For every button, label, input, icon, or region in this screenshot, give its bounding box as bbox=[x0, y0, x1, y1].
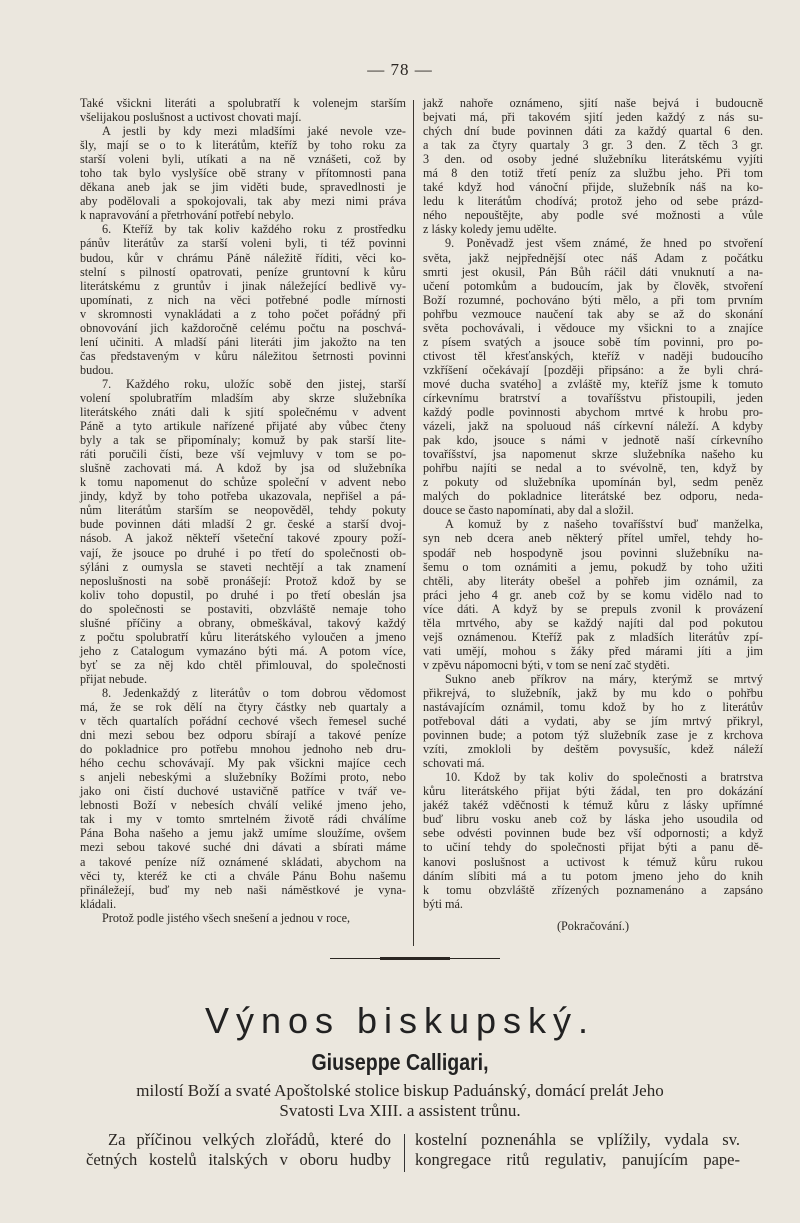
text-line: chých dní bude povinnen dáti za každý quartal 6 den. bbox=[423, 124, 763, 139]
text-line: Protož podle jistého všech snešení a jednou v roce, bbox=[102, 910, 351, 925]
paragraph bbox=[80, 96, 406, 124]
text-line: A jestli by kdy mezi mladšími jaké nevole vze- bbox=[102, 124, 406, 139]
decree-title: Výnos biskupský. bbox=[204, 1000, 596, 1041]
text-line: k napravování a přetrhování potřebí nebylo. bbox=[80, 208, 294, 223]
text-line: literátskému z gruntův i jinak náležející bedlivě vy- bbox=[80, 278, 406, 293]
text-line: Sukno aneb příkrov na máry, kterýmž se mrtvý bbox=[445, 671, 763, 686]
subtitle-line: milostí Boží a svaté Apoštolské stolice biskup Paduánský, domácí prelát Jeho bbox=[136, 1081, 664, 1100]
text-line: 9. Poněvadž jest všem známé, že hned po stvoření bbox=[445, 236, 763, 251]
text-line: stelní s pilností opatrovati, peníze gruntovní k kůru bbox=[80, 264, 406, 279]
decree-author: Giuseppe Calligari, bbox=[311, 1049, 489, 1075]
paragraph bbox=[423, 96, 763, 236]
left-text-column bbox=[80, 96, 406, 925]
text-line: jako oni čistí duchové ustavičně patříce v tvář ve- bbox=[80, 784, 406, 799]
text-line: děkana aneb jak se jim viděti bude, spravedlnosti je bbox=[80, 180, 406, 195]
text-line: Pána Boha našeho a jemu jakž umíme sloužíme, ovšem bbox=[80, 826, 406, 841]
text-line: Boží rozumné, pochováno býti mělo, a při tom prvním bbox=[423, 292, 763, 307]
text-line: Také všickni literáti a spolubratří k volenejm starším bbox=[80, 96, 406, 110]
text-line: bude povinnen dáti mladší 2 gr. české a starší dvoj- bbox=[80, 517, 406, 532]
text-line: ledu k literátům chodívá; protož jeho od sebe prázd- bbox=[423, 194, 763, 209]
text-line: literátského znáti dali k sjití společnému v advent bbox=[80, 405, 406, 420]
text-line: povinnen bude; a potom týž služebník zase je z krchova bbox=[423, 728, 763, 743]
text-line: vázeli, jakž na spoluoud náš církevní náleží. A kdyby bbox=[423, 419, 763, 434]
text-line: přijat nebude. bbox=[80, 671, 148, 686]
decree-left-column bbox=[86, 1130, 391, 1170]
text-line: šemu o tom oznámiti a jemu, pokudž by toho užiti bbox=[423, 559, 763, 574]
text-line: potřeboval dáti a vydati, aby se jím mrtvý přikryl, bbox=[423, 714, 763, 729]
text-line: do pokladnice pro potřebu mnohou jednoho neb dru- bbox=[80, 742, 406, 757]
paragraph bbox=[80, 124, 406, 222]
text-line: světa, jakž nejpřednější otec náš Adam z počátku bbox=[423, 250, 763, 265]
text-line: bejvati má, při takovém sjití jeden každý z nás su- bbox=[423, 110, 763, 125]
text-line: jakž nahoře oznámeno, sjití naše bejvá i budoucně bbox=[423, 96, 763, 110]
text-line: každý podle povinnosti abychom mrtvé k hrobu pro- bbox=[423, 405, 763, 420]
text-line: v těch quartalích pořádní cechové všech řemesel suché bbox=[80, 714, 406, 729]
text-line: slušně zachovati má. A kdož by jsa od služebníka bbox=[80, 461, 406, 476]
column-divider bbox=[413, 100, 414, 946]
text-line: násob. A jakož někteří všeteční takové zpoury poží- bbox=[80, 531, 406, 546]
text-line: z počtu spolubratří kůru literátského vyloučen a jmeno bbox=[80, 629, 406, 644]
text-line: má, že se rok dělí na čtyry částky neb quartaly a bbox=[80, 700, 406, 715]
text-line: chtěli, aby literáty obešel a pohřeb jim oznámil, za bbox=[423, 573, 763, 588]
text-line: a takové peníze níž oznámené skládati, abychom na bbox=[80, 854, 406, 869]
text-line: sebe odvésti povinnen bude bez vší odpornosti; a když bbox=[423, 826, 763, 841]
text-line: lebnosti Boží v nebesích chválí veliké jmeno jeho, bbox=[80, 798, 406, 813]
text-line: kůru literátského přijat býti žádal, ten pro dokázání bbox=[423, 784, 763, 799]
text-line: Za příčinou velkých zlořádů, které do bbox=[108, 1130, 391, 1149]
paragraph bbox=[423, 672, 763, 770]
text-line: neposlušnosti na sobě pronášejí: Protož kdož by se bbox=[80, 573, 406, 588]
text-line: mezi sebou takové suché dni dávati a sbírati máme bbox=[80, 840, 406, 855]
text-line: 6. Kteříž by tak koliv každého roku z prostředku bbox=[102, 222, 406, 237]
text-line: vzkříšení očekávají [později připsáno: a že byli chrá- bbox=[423, 362, 763, 377]
text-line: syn neb dcera aneb některý přítel umřel, tehdy ho- bbox=[423, 531, 763, 546]
text-line: těla mrtvého, aby se každý najíti dal pod pokutou bbox=[423, 615, 763, 630]
decree-right-column bbox=[415, 1130, 740, 1170]
text-line: také když hod vánoční přijde, služebník náš na ko- bbox=[423, 180, 763, 195]
text-line: byly a tak se připomínaly; komuž by pak starší lite- bbox=[80, 433, 406, 448]
text-line: ného nepouštějte, aby podle své možnosti a vůle bbox=[423, 208, 763, 223]
text-line: byť se za něj kdo chtěl přimlouval, do společnosti bbox=[80, 657, 406, 672]
text-line: věci ty, kteréž ke cti a chvále Pánu Bohu našemu bbox=[80, 868, 406, 883]
text-line: práci jeho 4 gr. aneb což by se komu vidělo nad to bbox=[423, 587, 763, 602]
text-line: kostelní poznenáhla se vplížily, vydala sv. bbox=[415, 1130, 740, 1149]
text-line: obnovování jich každoročně celému počtu na poschvá- bbox=[80, 320, 406, 335]
text-line: nům literátům starším se neopověděl, tehdy pokuty bbox=[80, 503, 406, 518]
text-line: budou. bbox=[80, 362, 114, 377]
text-line: malých do pokladnice literátské bez odporu, neda- bbox=[423, 489, 763, 504]
text-line: to učiní tehdy do společnosti přijat býti a panu dě- bbox=[423, 840, 763, 855]
text-line: upomínati, z nich na věci potřebné podle mírnosti bbox=[80, 292, 406, 307]
text-line: lení učiniti. A mladší páni literáti jim jakožto na ten bbox=[80, 334, 406, 349]
decree-subtitle bbox=[0, 1081, 800, 1121]
text-line: čas představeným v kůru náležitou šetrnosti povinni bbox=[80, 348, 406, 363]
text-line: více dáti. A když by se prepuls zvonil k provázení bbox=[423, 601, 763, 616]
right-text-column bbox=[423, 96, 763, 933]
text-line: ráti poručili čísti, beze vší vejmluvy v tom se po- bbox=[80, 447, 406, 462]
page-number: — 78 — bbox=[367, 60, 433, 79]
paragraph bbox=[80, 222, 406, 377]
text-line: vati umějí, mohou s žáky před márami jíti a jim bbox=[423, 643, 763, 658]
text-line: aby podělovali a spokojovali, tak aby mezi nimi práva bbox=[80, 194, 406, 209]
text-line: církevnímu bratrství a tovaříšstvu přistoupili, jeden bbox=[423, 390, 763, 405]
text-line: má 8 den totiž třetí peníz za službu jeho. Při tom bbox=[423, 166, 763, 181]
text-line: pánův literátův za starší voleni byli, ti též povinni bbox=[80, 236, 406, 251]
text-line: budou, kůr v chrámu Páně náležitě říditi, věci ko- bbox=[80, 250, 406, 265]
text-line: kládali. bbox=[80, 896, 117, 911]
text-line: douce se často napomínati, aby dal a složil. bbox=[423, 503, 634, 518]
text-line: buď libru vosku aneb což by láska jeho usoudila od bbox=[423, 812, 763, 827]
text-line: vzíti, zmokloli by deštěm povysušíc, kdež náleží bbox=[423, 742, 763, 757]
text-line: tak i my v tomto smrtelném životě rádi chválíme bbox=[80, 812, 406, 827]
text-line: kongregace ritů regulativ, panujícím pape- bbox=[415, 1150, 740, 1169]
text-line: četných kostelů italských v oboru hudby bbox=[86, 1150, 391, 1169]
text-line: jindy, když by toho potřeba ukazovala, nepřišel a pá- bbox=[80, 489, 406, 504]
text-line: učení potomkům a budoucím, jak by člověk, stvoření bbox=[423, 278, 763, 293]
text-line: vají, že jsouce po druhé i po třetí do společnosti ob- bbox=[80, 545, 406, 560]
text-line: 8. Jedenkaždý z literátův o tom dobrou vědomost bbox=[102, 685, 406, 700]
column-divider bbox=[404, 1134, 405, 1172]
text-line: přináležejí, buď my neb naši náměstkové je vyna- bbox=[80, 882, 406, 897]
text-line: z lásky koledy jemu udělte. bbox=[423, 222, 557, 237]
paragraph bbox=[423, 770, 763, 910]
text-line: volení spolubratřím mladším aby skrze služebníka bbox=[80, 390, 406, 405]
text-line: v zpěvu nápomocni býti, v tom se není zač styděti. bbox=[423, 657, 670, 672]
text-line: toho tak bylo vyslyšíce obě strany v přítomnosti pana bbox=[80, 166, 406, 181]
paragraph bbox=[423, 517, 763, 672]
text-line: ctivost těl křesťanských, kteříž v naději budoucího bbox=[423, 348, 763, 363]
text-line: s anjeli nebeskými a služebníky Božími proto, nebo bbox=[80, 770, 406, 785]
text-line: schovati má. bbox=[423, 756, 485, 771]
text-line: dáním slíbiti má a tu potom jmeno jeho do knih bbox=[423, 868, 763, 883]
text-line: býti má. bbox=[423, 896, 463, 911]
subtitle-line: Svatosti Lva XIII. a assistent trůnu. bbox=[279, 1101, 521, 1120]
text-line: slušné příčiny a obrany, obmeškával, takový každý bbox=[80, 615, 406, 630]
text-line: smrti jest okusil, Pán Bůh ráčil dáti vnuknutí a na- bbox=[423, 264, 763, 279]
text-line: dni mezi sebou bez odporu sbírají a takové peníze bbox=[80, 728, 406, 743]
text-line: z pokuty od služebníka upomínán byl, sedm peněz bbox=[423, 475, 763, 490]
text-line: k tomu napomenut do schůze společní v advent nebo bbox=[80, 475, 406, 490]
paragraph bbox=[80, 911, 406, 925]
text-line: k tomu obzvláště zřízených poznamenáno a zapsáno bbox=[423, 882, 763, 897]
text-line: světa pochovávali, i vědouce my všickni to a znajíce bbox=[423, 320, 763, 335]
decorative-rule bbox=[330, 957, 500, 960]
text-line: A komuž by z našeho tovaříšství buď manželka, bbox=[445, 517, 763, 532]
text-line: všelijakou poslušnost a uctivost chovati mají. bbox=[80, 110, 302, 125]
paragraph bbox=[80, 686, 406, 911]
text-line: hého cechu schovávají. My pak všickni majíce cech bbox=[80, 756, 406, 771]
text-line: pohřbu vezmouce naučení tak aby se až do skonání bbox=[423, 306, 763, 321]
text-line: kanovi poslušnost a uctivost k témuž kůru rukou bbox=[423, 854, 763, 869]
paragraph bbox=[423, 236, 763, 517]
text-line: 3 den. od osoby jedné služebníku literátskému vyjíti bbox=[423, 152, 763, 167]
text-line: vejš oznámenou. Kteříž pak z mladších literátův zpí- bbox=[423, 629, 763, 644]
text-line: do společnosti se postaviti, obzvláště nemaje toho bbox=[80, 601, 406, 616]
text-line: z písem svatých a jsouce sobě tím povinni, pro po- bbox=[423, 334, 763, 349]
text-line: sýláni z oumysla se staveti nechtějí a tak znamení bbox=[80, 559, 406, 574]
text-line: jakéž takéž vděčnosti k témuž kůru z lásky upřímné bbox=[423, 798, 763, 813]
text-line: nastávajícím oznámil, tomu kdož by ho z literátův bbox=[423, 700, 763, 715]
text-line: mové ducha svatého] a zvláště my, kteříž jsme k tomuto bbox=[423, 376, 763, 391]
text-line: spodář neb hospodyně jsou povinni služebníku na- bbox=[423, 545, 763, 560]
paragraph bbox=[80, 377, 406, 686]
continued-note: (Pokračování.) bbox=[556, 918, 630, 933]
text-line: 7. Každého roku, uložíc sobě den jistej, starší bbox=[102, 376, 406, 391]
text-line: a tak za čtyry quartaly 3 gr. 3 den. Z těch 3 gr. bbox=[423, 138, 763, 153]
text-line: Páně a tyto artikule nařízené přijaté aby vůbec čteny bbox=[80, 419, 406, 434]
text-line: jeho z Catalogum vymazáno býti má. A potom více, bbox=[80, 643, 406, 658]
text-line: starší voleni byli, utíkati a na ně vznášeti, což by bbox=[80, 152, 406, 167]
text-line: přikrejvá, to služebník, jakž by mu kdo o pohřbu bbox=[423, 685, 763, 700]
text-line: pak kdo, jsouce s námi v jednotě naší církevního bbox=[423, 433, 763, 448]
text-line: tovaříšství, jsa napomenut skrze služebníka našeho ku bbox=[423, 447, 763, 462]
text-line: pohřbu najíti se nedal a to svévolně, ten, když by bbox=[423, 461, 763, 476]
text-line: 10. Kdož by tak koliv do společnosti a bratrstva bbox=[445, 770, 763, 785]
text-line: šly, mají se o to k literátům, kteříž by toho roku za bbox=[80, 138, 406, 153]
text-line: v skromnosti vynakládati a z toho počet pořádný při bbox=[80, 306, 406, 321]
text-line: koliv toho dopustil, po druhé i po třetí obeslán jsa bbox=[80, 587, 406, 602]
